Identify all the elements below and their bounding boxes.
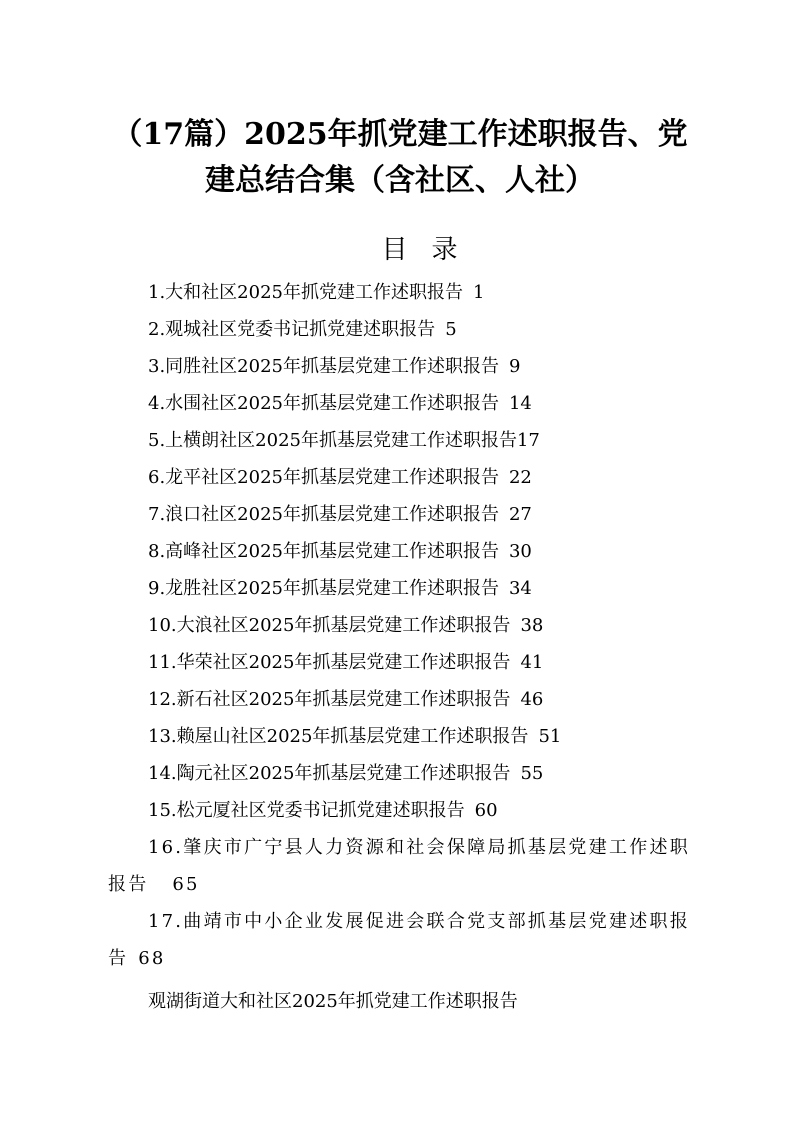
toc-entry-page: 17 <box>516 430 540 451</box>
toc-entry-page: 46 <box>520 689 544 710</box>
toc-entry-label: 6.龙平社区2025年抓基层党建工作述职报告 <box>148 467 499 488</box>
toc-entry-page: 65 <box>172 874 200 895</box>
toc-entry-page: 51 <box>538 726 562 747</box>
toc-entry-label: 10.大浪社区2025年抓基层党建工作述职报告 <box>148 615 511 636</box>
toc-entry-label: 14.陶元社区2025年抓基层党建工作述职报告 <box>148 763 511 784</box>
toc-entry-page: 41 <box>520 652 544 673</box>
toc-entry[interactable] <box>108 274 690 311</box>
toc-entry[interactable] <box>108 385 690 422</box>
document-title <box>100 112 700 204</box>
toc-entry-page: 9 <box>508 356 521 377</box>
toc-entry-label: 3.同胜社区2025年抓基层党建工作述职报告 <box>148 356 499 377</box>
toc-entry[interactable] <box>108 348 690 385</box>
toc-entry-label: 8.高峰社区2025年抓基层党建工作述职报告 <box>148 541 499 562</box>
toc-entry-page: 34 <box>508 578 532 599</box>
toc-entry-label: 16.肇庆市广宁县人力资源和社会保障局抓基层党建工作述职报告 <box>108 837 690 895</box>
toc-entry[interactable] <box>108 311 690 348</box>
toc-entry[interactable] <box>108 422 690 459</box>
toc-entry-label: 9.龙胜社区2025年抓基层党建工作述职报告 <box>148 578 499 599</box>
toc-entry-page: 14 <box>508 393 532 414</box>
toc-entry-label: 5.上横朗社区2025年抓基层党建工作述职报告 <box>148 430 517 451</box>
toc-entry-page: 55 <box>520 763 544 784</box>
toc-entry[interactable] <box>108 496 690 533</box>
toc-entry-page: 22 <box>508 467 532 488</box>
toc-entry[interactable] <box>108 570 690 607</box>
toc-entry-page: 27 <box>508 504 532 525</box>
toc-entry[interactable] <box>108 755 690 792</box>
toc-entry-page: 68 <box>138 948 166 969</box>
toc-entry[interactable] <box>108 829 690 903</box>
toc-entry-page: 38 <box>520 615 544 636</box>
toc-entry-page: 30 <box>508 541 532 562</box>
toc-entry[interactable] <box>108 718 690 755</box>
document-title-line-2: 建总结合集（含社区、人社） <box>205 163 595 198</box>
toc-entry[interactable] <box>108 533 690 570</box>
toc-entry-label: 4.水围社区2025年抓基层党建工作述职报告 <box>148 393 499 414</box>
toc-entry[interactable] <box>108 681 690 718</box>
toc-entry-label: 7.浪口社区2025年抓基层党建工作述职报告 <box>148 504 499 525</box>
toc-entry-label: 11.华荣社区2025年抓基层党建工作述职报告 <box>148 652 511 673</box>
toc-entry[interactable] <box>108 903 690 977</box>
toc-entry-label: 13.赖屋山社区2025年抓基层党建工作述职报告 <box>148 726 529 747</box>
table-of-contents <box>108 274 690 977</box>
toc-entry-label: 15.松元厦社区党委书记抓党建述职报告 <box>148 800 465 821</box>
body-first-line: 观湖街道大和社区2025年抓党建工作述职报告 <box>148 991 518 1012</box>
toc-entry-page: 5 <box>445 319 457 340</box>
toc-entry-page: 60 <box>474 800 498 821</box>
toc-entry-label: 12.新石社区2025年抓基层党建工作述职报告 <box>148 689 511 710</box>
toc-entry[interactable] <box>108 792 690 829</box>
toc-entry-label: 2.观城社区党委书记抓党建述职报告 <box>148 319 436 340</box>
toc-heading: 目录 <box>381 235 482 265</box>
toc-entry-label: 1.大和社区2025年抓党建工作述职报告 <box>148 282 463 303</box>
document-title-line-1: （17篇）2025年抓党建工作述职报告、党 <box>112 117 688 152</box>
toc-entry-label: 17.曲靖市中小企业发展促进会联合党支部抓基层党建述职报告 <box>108 911 690 969</box>
toc-entry-page: 1 <box>472 282 485 303</box>
toc-entry[interactable] <box>108 644 690 681</box>
toc-entry[interactable] <box>108 459 690 496</box>
toc-entry[interactable] <box>108 607 690 644</box>
